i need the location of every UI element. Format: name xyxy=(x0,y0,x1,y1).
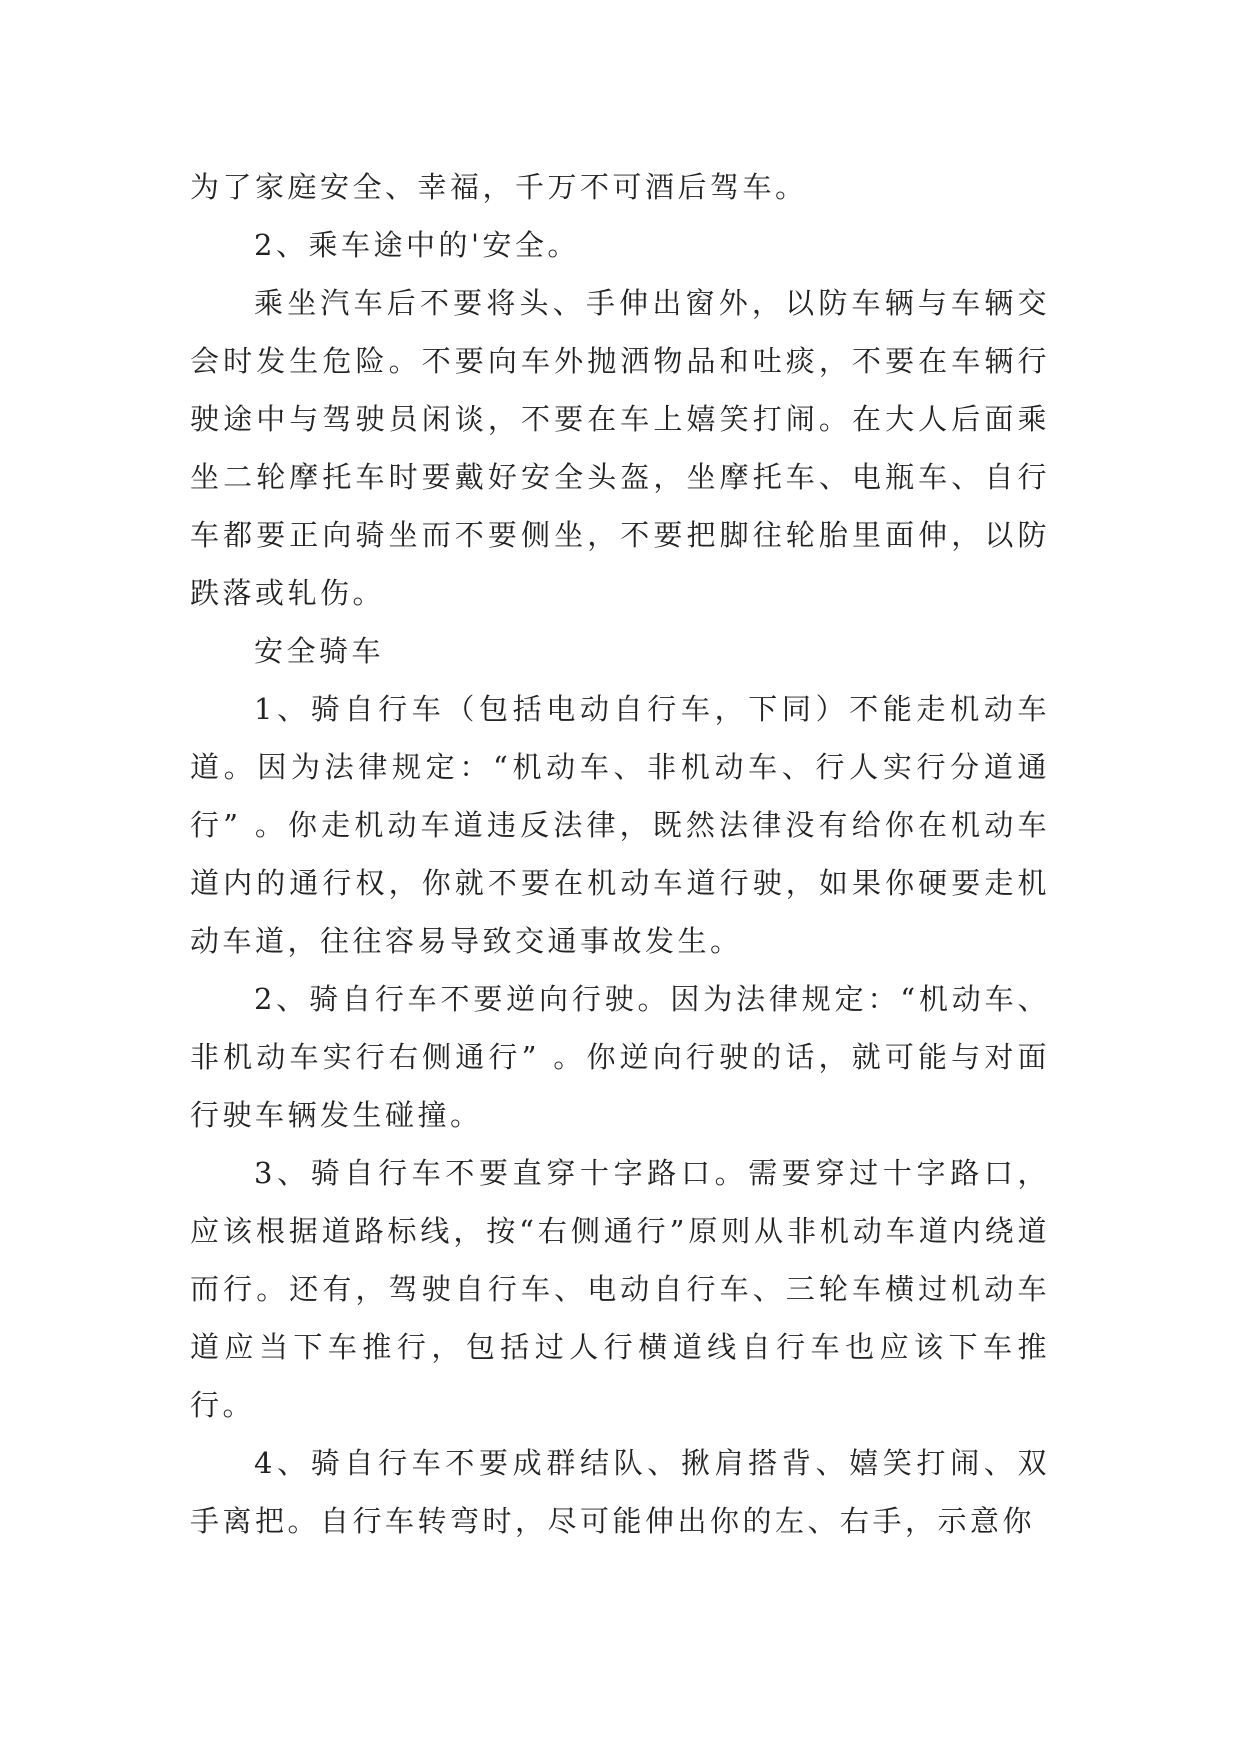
paragraph-cycling-rule-1: 1、骑自行车（包括电动自行车，下同）不能走机动车道。因为法律规定：“机动车、非机动车、行人实行分道通行” 。你走机动车道违反法律，既然法律没有给你在机动车道内的通行权，你就不要在机动车道行驶，如果你硬要走机动车道，往往容易导致交通事故发生。 xyxy=(190,692,1050,958)
paragraph-cycling-rule-2: 2、骑自行车不要逆向行驶。因为法律规定：“机动车、非机动车实行右侧通行” 。你逆向行驶的话，就可能与对面行驶车辆发生碰撞。 xyxy=(190,982,1050,1132)
paragraph-cycling-rule-3: 3、骑自行车不要直穿十字路口。需要穿过十字路口，应该根据道路标线，按“右侧通行”原则从非机动车道内绕道而行。还有，驾驶自行车、电动自行车、三轮车横过机动车道应当下车推行，包括过人行横道线自行车也应该下车推行。 xyxy=(190,1156,1050,1422)
paragraph-passenger-rules: 乘坐汽车后不要将头、手伸出窗外，以防车辆与车辆交会时发生危险。不要向车外抛洒物品和吐痰，不要在车辆行驶途中与驾驶员闲谈，不要在车上嬉笑打闹。在大人后面乘坐二轮摩托车时要戴好安全头盔，坐摩托车、电瓶车、自行车都要正向骑坐而不要侧坐，不要把脚往轮胎里面伸，以防跌落或轧伤。 xyxy=(190,286,1050,610)
heading-safe-cycling: 安全骑车 xyxy=(254,634,385,668)
heading-riding-safety: 2、乘车途中的'安全。 xyxy=(254,228,580,262)
paragraph-cycling-rule-4: 4、骑自行车不要成群结队、揪肩搭背、嬉笑打闹、双手离把。自行车转弯时，尽可能伸出你的左、右手，示意你 xyxy=(190,1446,1050,1538)
document-body xyxy=(190,158,1050,1550)
paragraph-drunk-driving-conclusion: 为了家庭安全、幸福，千万不可酒后驾车。 xyxy=(190,170,808,204)
